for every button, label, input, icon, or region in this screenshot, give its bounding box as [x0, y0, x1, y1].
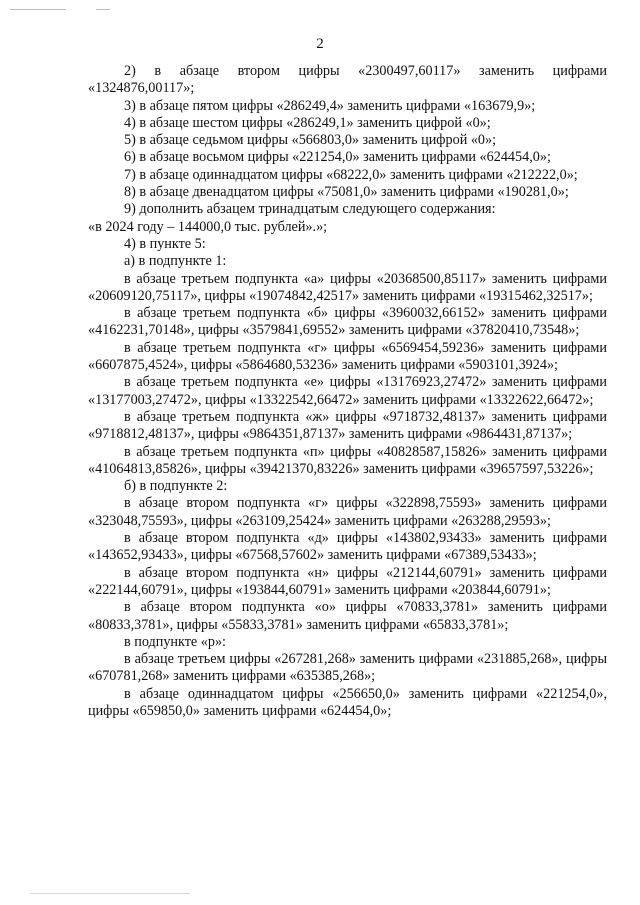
paragraph: 9) дополнить абзацем тринадцатым следующего содержания:: [124, 201, 496, 218]
paragraph: в абзаце втором подпункта «д» цифры «143802,93433» заменить цифрами «143652,93433», цифры «67568,57602» заменить цифрами «67389,53433»;: [88, 530, 607, 564]
page-number: 2: [316, 36, 324, 52]
paragraph: 4) в пункте 5:: [124, 235, 206, 252]
paragraph: в абзаце третьем подпункта «а» цифры «20368500,85117» заменить цифрами «20609120,75117», цифры «19074842,42517» заменить цифрами «19315462,32517»;: [88, 270, 607, 304]
paragraph: в абзаце втором подпункта «н» цифры «212144,60791» заменить цифрами «222144,60791», цифры «193844,60791» заменить цифрами «203844,60791»;: [88, 564, 607, 598]
document-body: [88, 63, 607, 720]
paragraph: в абзаце третьем подпункта «е» цифры «13176923,27472» заменить цифрами «13177003,27472», цифры «13322542,66472» заменить цифрами «13322622,66472»;: [88, 374, 607, 408]
paragraph: в абзаце втором подпункта «о» цифры «70833,3781» заменить цифрами «80833,3781», цифры «55833,3781» заменить цифрами «65833,3781»;: [88, 599, 607, 633]
paragraph: в абзаце третьем цифры «267281,268» заменить цифрами «231885,268», цифры «670781,268» заменить цифрами «635385,268»;: [88, 651, 607, 685]
paragraph: 5) в абзаце седьмом цифры «566803,0» заменить цифрой «0»;: [124, 132, 497, 149]
paragraph: а) в подпункте 1:: [124, 253, 227, 270]
paragraph: в абзаце втором подпункта «г» цифры «322898,75593» заменить цифрами «323048,75593», цифры «263109,25424» заменить цифрами «263288,29593»;: [88, 495, 607, 529]
paragraph: 4) в абзаце шестом цифры «286249,1» заменить цифрой «0»;: [124, 114, 491, 131]
paragraph: в абзаце третьем подпункта «ж» цифры «9718732,48137» заменить цифрами «9718812,48137», цифры «9864351,87137» заменить цифрами «9864431,87137»;: [88, 408, 607, 443]
paragraph: 3) в абзаце пятом цифры «286249,4» заменить цифрами «163679,9»;: [124, 97, 536, 114]
paragraph: в подпункте «р»:: [124, 633, 226, 650]
paragraph: 2) в абзаце втором цифры «2300497,60117» заменить цифрами «1324876,00117»;: [88, 63, 607, 97]
scan-artifact-line: [30, 893, 190, 894]
paragraph: б) в подпункте 2:: [124, 478, 228, 495]
paragraph: в абзаце третьем подпункта «п» цифры «40828587,15826» заменить цифрами «41064813,85826», цифры «39421370,83226» заменить цифрами «39657597,53226»;: [88, 443, 607, 477]
scan-artifact-line: [10, 9, 66, 10]
paragraph: в абзаце третьем подпункта «б» цифры «3960032,66152» заменить цифрами «4162231,70148», цифры «3579841,69552» заменить цифрами «37820410,73548»;: [88, 305, 607, 339]
paragraph: 7) в абзаце одиннадцатом цифры «68222,0» заменить цифрами «212222,0»;: [124, 166, 578, 183]
paragraph: в абзаце третьем подпункта «г» цифры «6569454,59236» заменить цифрами «6607875,4524», цифры «5864680,53236» заменить цифрами «5903101,3924»;: [88, 339, 607, 374]
paragraph: «в 2024 году – 144000,0 тыс. рублей».»;: [88, 218, 328, 235]
scan-artifact-line: [96, 9, 110, 10]
paragraph: 6) в абзаце восьмом цифры «221254,0» заменить цифрами «624454,0»;: [124, 149, 551, 166]
paragraph: 8) в абзаце двенадцатом цифры «75081,0» заменить цифрами «190281,0»;: [124, 184, 569, 201]
paragraph: в абзаце одиннадцатом цифры «256650,0» заменить цифрами «221254,0», цифры «659850,0» заменить цифрами «624454,0»;: [88, 685, 607, 719]
